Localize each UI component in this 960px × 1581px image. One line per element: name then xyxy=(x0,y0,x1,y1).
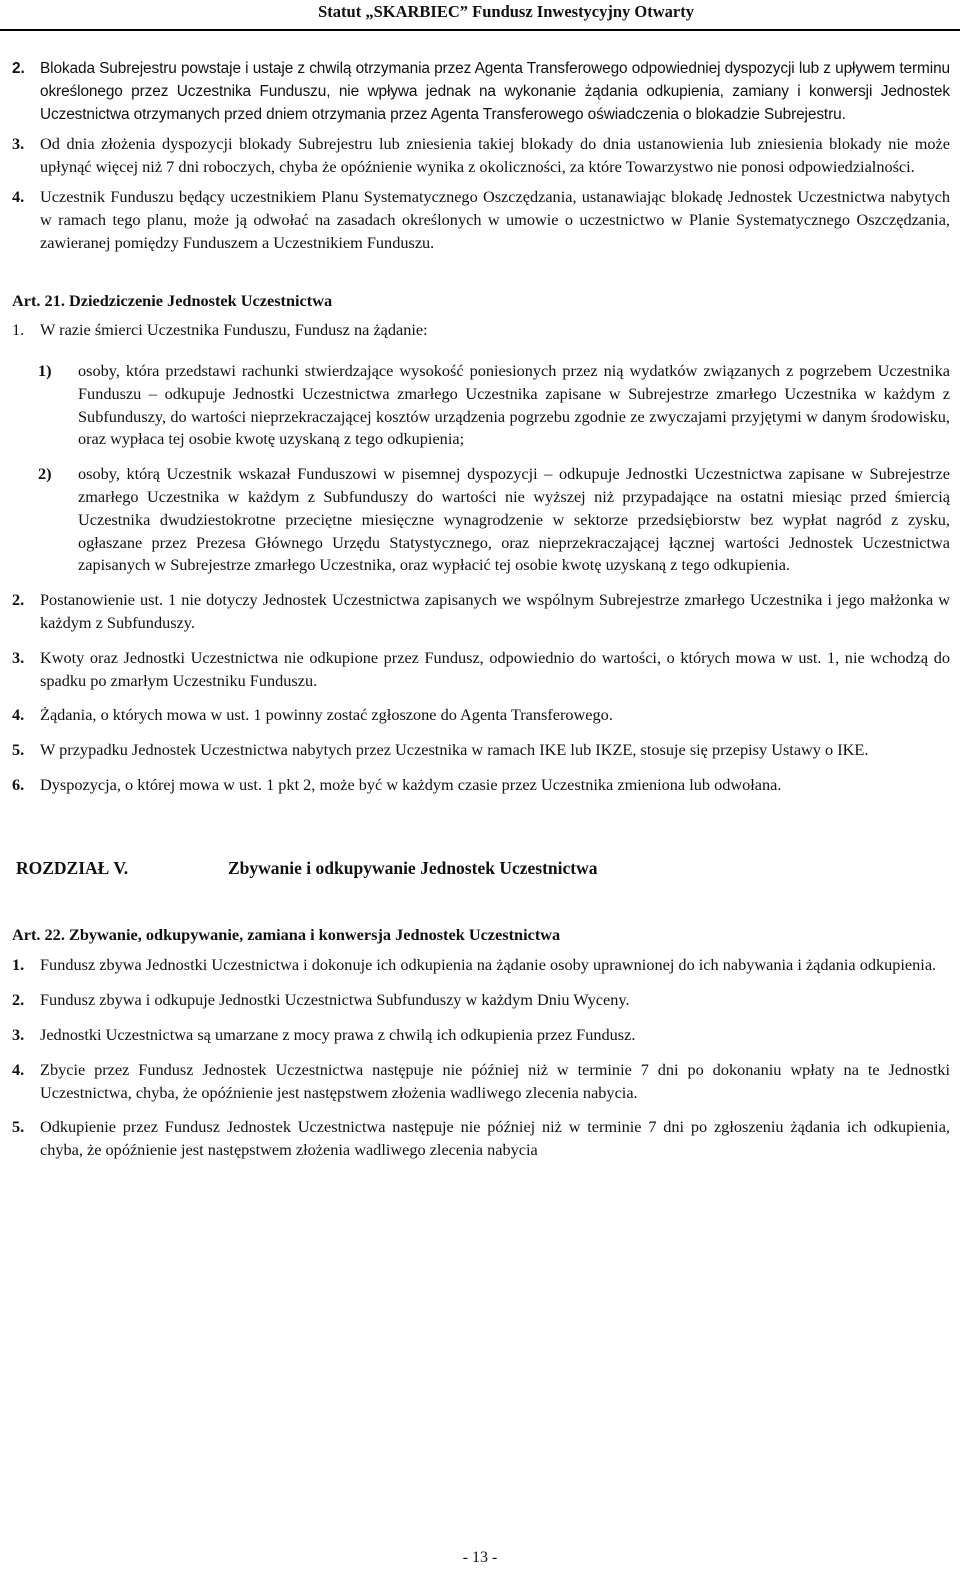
chapter-heading xyxy=(12,857,950,880)
paragraph-text: Dyspozycja, o której mowa w ust. 1 pkt 2, może być w każdym czasie przez Uczestnika zmieniona lub odwołana. xyxy=(40,774,782,794)
art21-paragraph-5 xyxy=(12,739,950,762)
paragraph-number: 2. xyxy=(12,990,25,1010)
paragraph-text: Żądania, o których mowa w ust. 1 powinny zostać zgłoszone do Agenta Transferowego. xyxy=(40,705,613,725)
paragraph-number: 4. xyxy=(12,705,25,725)
art21-paragraph-4 xyxy=(12,704,950,727)
paragraph-number: 1. xyxy=(12,955,25,975)
paragraph-number: 4. xyxy=(12,1059,25,1079)
subitem-text: osoby, którą Uczestnik wskazał Funduszowi w pisemnej dyspozycji – odkupuje Jednostki Uczestnictwa zapisane w Subrejestrze zmarłego Uczestnika w każdym z Subfunduszy do wartości nie wyższej niż przypadające na ostatni miesiąc przed śmiercią Uczestnika dwudziestokrotne przeciętne miesięczne wynagrodzenie w sektorze przedsiębiorstw bez wypłat nagród z zysku, ogłaszane przez Prezesa Głównego Urzędu Statystycznego, oraz nieprzekraczającej łącznej wartości Jednostek Uczestnictwa zapisanych w Subrejestrze zmarłego Uczestnika, oraz wypłacić tej osobie kwotę uzyskaną z tego odkupienia. xyxy=(78,464,950,575)
paragraph-3 xyxy=(12,133,950,179)
paragraph-number: 1. xyxy=(12,320,25,340)
paragraph-text: Kwoty oraz Jednostki Uczestnictwa nie odkupione przez Fundusz, odpowiednio do wartości, o których mowa w ust. 1, nie wchodzą do spadku po zmarłym Uczestniku Funduszu. xyxy=(40,647,950,690)
paragraph-number: 2. xyxy=(12,60,25,77)
paragraph-number: 5. xyxy=(12,740,25,760)
art21-subitem-2 xyxy=(38,463,950,577)
document-title: Statut „SKARBIEC” Fundusz Inwestycyjny Otwarty xyxy=(318,2,694,21)
paragraph-number: 2. xyxy=(12,590,25,610)
paragraph-number: 4. xyxy=(12,186,25,206)
art22-paragraph-3 xyxy=(12,1024,950,1047)
chapter-number: ROZDZIAŁ V. xyxy=(16,857,129,878)
document-body xyxy=(12,58,950,1162)
subitem-text: osoby, która przedstawi rachunki stwierdzające wysokość poniesionych przez nią wydatków związanych z pogrzebem Uczestnika Funduszu – odkupuje Jednostki Uczestnictwa zmarłego Uczestnika zapisane w Subrejestrze zmarłego Uczestnika w każdym z Subfunduszy, do wartości nieprzekraczającej kosztów urządzenia pogrzebu zgodnie ze zwyczajami przyjętymi w danym środowisku, oraz wypłaca tej osobie kwotę uzyskaną z tego odkupienia; xyxy=(78,360,950,449)
art22-paragraph-4 xyxy=(12,1059,950,1105)
art21-paragraph-6 xyxy=(12,774,950,797)
page-number: - 13 - xyxy=(462,1549,498,1566)
art21-subitem-1 xyxy=(38,360,950,451)
paragraph-text: Uczestnik Funduszu będący uczestnikiem Planu Systematycznego Oszczędzania, ustanawiając blokadę Jednostek Uczestnictwa nabytych w ramach tego planu, może ją odwołać na zasadach określonych w umowie o uczestnictwo w Planie Systematycznego Oszczędzania, zawieranej pomiędzy Funduszem a Uczestnikiem Funduszu. xyxy=(40,186,950,252)
paragraph-4 xyxy=(12,186,950,254)
paragraph-text: Zbycie przez Fundusz Jednostek Uczestnictwa następuje nie później niż w terminie 7 dni po dokonaniu wpłaty na te Jednostki Uczestnictwa, chyba, że opóźnienie jest następstwem złożenia wadliwego zlecenia nabycia. xyxy=(40,1059,950,1102)
paragraph-text: Fundusz zbywa i odkupuje Jednostki Uczestnictwa Subfunduszy w każdym Dniu Wyceny. xyxy=(40,990,630,1010)
art21-paragraph-1 xyxy=(12,319,950,342)
paragraph-number: 3. xyxy=(12,1024,25,1044)
article-21-heading: Art. 21. Dziedziczenie Jednostek Uczestnictwa xyxy=(12,291,333,311)
paragraph-number: 5. xyxy=(12,1117,25,1137)
paragraph-text: Jednostki Uczestnictwa są umarzane z mocy prawa z chwilą ich odkupienia przez Fundusz. xyxy=(40,1024,636,1044)
art21-paragraph-2 xyxy=(12,589,950,635)
paragraph-text: Postanowienie ust. 1 nie dotyczy Jednostek Uczestnictwa zapisanych we wspólnym Subrejestrze zmarłego Uczestnika i jego małżonka w każdym z Subfunduszy. xyxy=(40,590,950,632)
paragraph-text: W przypadku Jednostek Uczestnictwa nabytych przez Uczestnika w ramach IKE lub IKZE, stosuje się przepisy Ustawy o IKE. xyxy=(40,740,869,760)
paragraph-text: Blokada Subrejestru powstaje i ustaje z chwilą otrzymania przez Agenta Transferowego odpowiedniej dyspozycji lub z upływem terminu określonego przez Uczestnika Funduszu, nie wpływa jednak na wykonanie żądania odkupienia, zamiany i konwersji Jednostek Uczestnictwa otrzymanych przed dniem otrzymania przez Agenta Transferowego oświadczenia o blokadzie Subrejestru. xyxy=(40,60,950,123)
art22-paragraph-5 xyxy=(12,1116,950,1162)
paragraph-text: Od dnia złożenia dyspozycji blokady Subrejestru lub zniesienia takiej blokady do dnia ustanowienia lub zniesienia blokady nie może upłynąć więcej niż 7 dni roboczych, chyba że opóźnienie wynika z okoliczności, za które Towarzystwo nie ponosi odpowiedzialności. xyxy=(40,134,950,177)
paragraph-2 xyxy=(12,58,950,126)
paragraph-text: Odkupienie przez Fundusz Jednostek Uczestnictwa następuje nie później niż w terminie 7 dni po zgłoszeniu żądania ich odkupienia, chyba, że opóźnienie jest następstwem złożenia wadliwego zlecenia nabycia xyxy=(40,1117,950,1160)
paragraph-text: Fundusz zbywa Jednostki Uczestnictwa i dokonuje ich odkupienia na żądanie osoby uprawnionej do ich nabywania i żądania odkupienia. xyxy=(40,955,937,975)
page-header xyxy=(0,0,960,38)
paragraph-number: 3. xyxy=(12,647,25,667)
subitem-number: 2) xyxy=(38,464,52,484)
chapter-title: Zbywanie i odkupywanie Jednostek Uczestnictwa xyxy=(228,857,598,878)
art22-paragraph-1 xyxy=(12,954,950,977)
paragraph-number: 3. xyxy=(12,134,25,154)
paragraph-number: 6. xyxy=(12,774,25,794)
art22-paragraph-2 xyxy=(12,989,950,1012)
art21-paragraph-3 xyxy=(12,647,950,693)
subitem-number: 1) xyxy=(38,360,52,380)
paragraph-text: W razie śmierci Uczestnika Funduszu, Fundusz na żądanie: xyxy=(40,320,428,340)
article-22-heading: Art. 22. Zbywanie, odkupywanie, zamiana i konwersja Jednostek Uczestnictwa xyxy=(12,924,561,944)
header-divider xyxy=(0,29,960,31)
